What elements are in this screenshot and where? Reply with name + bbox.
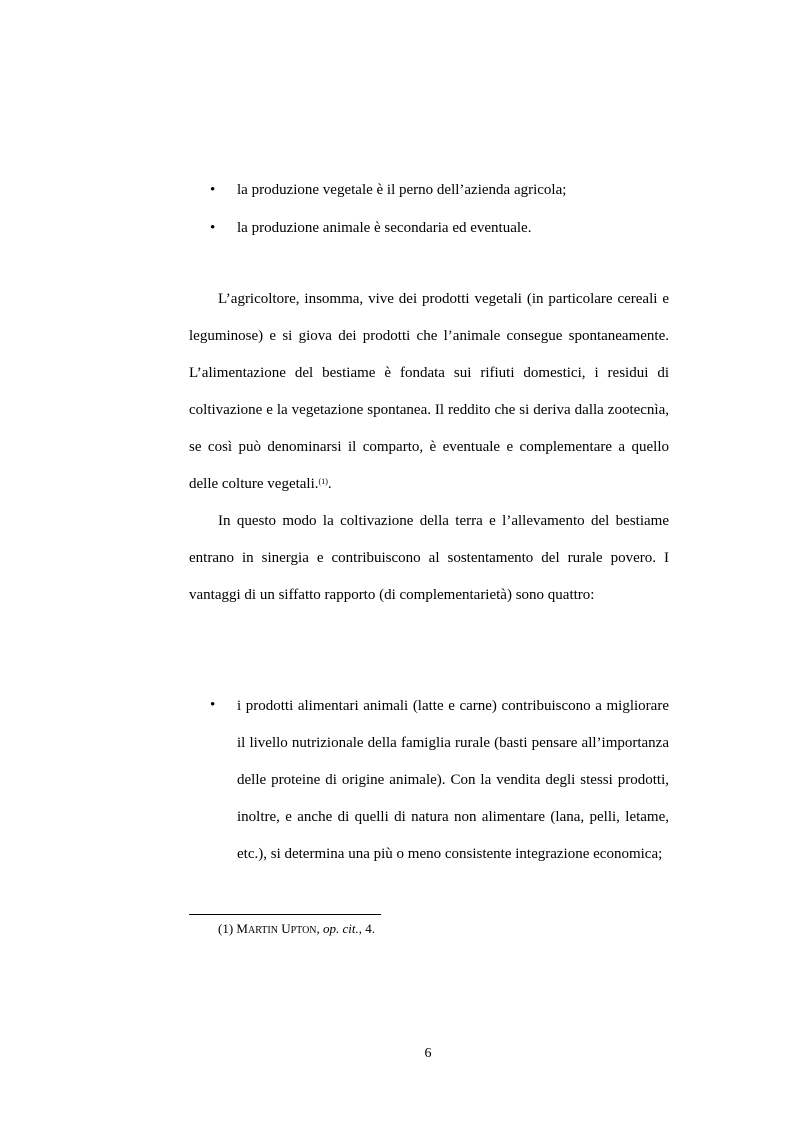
body-paragraph-2 [189,503,669,614]
paragraph-end: . [327,476,332,492]
page-number: 6 [424,1046,432,1061]
paragraph-text: In questo modo la coltivazione della terra e l’allevamento del bestiame entrano in sinergia e contribuiscono al sostentamento del rurale povero. I vantaggi di un siffatto rapporto (di complementarietà) sono quattro: [189,513,669,603]
bullet-icon: • [210,697,216,713]
footnote-divider [189,914,381,915]
bullet-icon: • [210,220,216,236]
list-item [189,688,669,873]
footnote-author: MARTIN UPTON [236,921,317,936]
footnote-reference: (1) [318,477,328,486]
footnote-page: , 4. [358,921,376,936]
paragraph-text [189,281,669,503]
footnote-number: (1) [218,921,234,936]
list-item-text: i prodotti alimentari animali (latte e carne) contribuiscono a migliorare il livello nutrizionale della famiglia rurale (basti pensare all’importanza delle proteine di origine animale). Con la vendita degli stessi prodotti, inoltre, e anche di quelli di natura non alimentare (lana, pelli, letame, etc.), si determina una più o meno consistente integrazione economica; [237,698,669,862]
list-item-text: la produzione animale è secondaria ed eventuale. [237,220,532,236]
list-item-text: la produzione vegetale è il perno dell’azienda agricola; [237,182,567,198]
footnote-work: op. cit. [323,921,359,936]
footnote: (1) MARTIN UPTON, op. cit., 4. [218,921,376,936]
paragraph-body: L’agricoltore, insomma, vive dei prodotti vegetali (in particolare cereali e leguminose) e si giova dei prodotti che l’animale consegue spontaneamente. L’alimentazione del bestiame è fondata sui rifiuti domestici, i residui di coltivazione e la vegetazione spontanea. Il reddito che si deriva dalla zootecnìa, se così può denominarsi il comparto, è eventuale e complementare a quello delle colture vegetali. [189,291,669,492]
body-paragraph-1 [189,281,669,503]
bullet-icon: • [210,182,216,198]
